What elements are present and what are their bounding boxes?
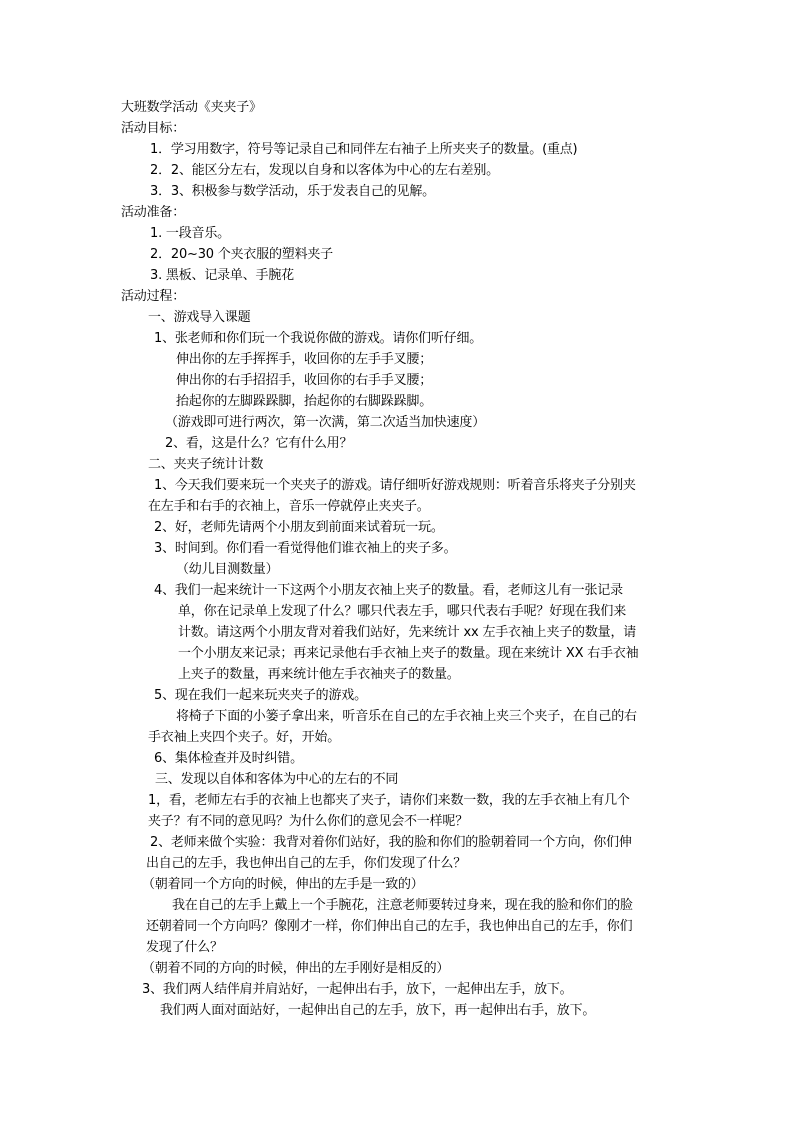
prep-item: 1. 一段音乐。 — [150, 226, 230, 241]
part2-line: 将椅子下面的小篓子拿出来，听音乐在自己的左手衣袖上夹三个夹子，在自己的右 — [176, 709, 637, 724]
part2-item: 6、集体检查并及时纠错。 — [154, 751, 303, 766]
part3-heading: 三、发现以自体和客体为中心的左右的不同 — [155, 772, 399, 787]
prep-item: 2．20~30 个夹衣服的塑料夹子 — [150, 247, 333, 262]
document-title: 大班数学活动《夹夹子》 — [121, 100, 262, 115]
part2-item: 4、我们一起来统计一下这两个小朋友衣袖上夹子的数量。看，老师这儿有一张记录 — [154, 583, 623, 598]
part2-note: （幼儿目测数量） — [176, 562, 279, 577]
part3-note: （朝着不同的方向的时候，伸出的左手刚好是相反的） — [142, 961, 450, 976]
part3-line: 我们两人面对面站好，一起伸出自己的左手，放下，再一起伸出右手，放下。 — [160, 1003, 596, 1018]
part3-note: （朝着同一个方向的时候，伸出的左手是一致的） — [142, 877, 424, 892]
part3-item: 1，看，老师左右手的衣袖上也都夹了夹子，请你们来数一数，我的左手衣袖上有几个 — [148, 793, 630, 808]
process-heading: 活动过程： — [121, 289, 186, 304]
goals-heading: 活动目标： — [121, 121, 186, 136]
part3-line: 还朝着同一个方向吗？像刚才一样，你们伸出自己的左手，我也伸出自己的左手，你们 — [146, 919, 633, 934]
part2-line: 手衣袖上夹四个夹子。好，开始。 — [148, 730, 341, 745]
part1-line: 伸出你的右手招招手，收回你的右手手叉腰； — [176, 373, 433, 388]
part1-heading: 一、游戏导入课题 — [148, 310, 251, 325]
part1-note: （游戏即可进行两次，第一次满，第二次适当加快速度） — [165, 415, 486, 430]
part3-line: 夹子？有不同的意见吗？为什么你们的意见会不一样呢？ — [148, 814, 469, 829]
goal-item: 2．2、能区分左右，发现以自身和以客体为中心的左右差别。 — [150, 163, 499, 178]
part3-line: 发现了什么？ — [146, 940, 223, 955]
part1-item: 1、张老师和你们玩一个我说你做的游戏。请你们听仔细。 — [154, 331, 483, 346]
goal-item: 1．学习用数字，符号等记录自己和同伴左右袖子上所夹夹子的数量。(重点) — [150, 142, 578, 157]
part1-line: 伸出你的左手挥挥手，收回你的左手手叉腰； — [176, 352, 433, 367]
part3-item: 2、老师来做个实验：我背对着你们站好，我的脸和你们的脸朝着同一个方向，你们伸 — [150, 835, 632, 850]
part2-item: 2、好，老师先请两个小朋友到前面来试着玩一玩。 — [154, 520, 444, 535]
part2-line: 单，你在记录单上发现了什么？哪只代表左手，哪只代表右手呢？好现在我们来 — [178, 604, 627, 619]
goal-item: 3．3、积极参与数学活动，乐于发表自己的见解。 — [150, 184, 435, 199]
part2-item: 1、今天我们要来玩一个夹夹子的游戏。请仔细听好游戏规则：听着音乐将夹子分别夹 — [154, 478, 636, 493]
part1-item: 2、看，这是什么？它有什么用？ — [165, 436, 353, 451]
part2-line: 一个小朋友来记录；再来记录他右手衣袖上夹子的数量。现在来统计 XX 右手衣袖 — [178, 646, 639, 661]
prep-heading: 活动准备： — [121, 205, 186, 220]
part2-heading: 二、夹夹子统计计数 — [148, 457, 264, 472]
part2-item: 5、现在我们一起来玩夹夹子的游戏。 — [154, 688, 367, 703]
part2-line: 在左手和右手的衣袖上，音乐一停就停止夹夹子。 — [148, 499, 430, 514]
part3-line: 我在自己的左手上戴上一个手腕花，注意老师要转过身来，现在我的脸和你们的脸 — [172, 898, 633, 913]
part2-line: 上夹子的数量，再来统计他左手衣袖夹子的数量。 — [178, 667, 460, 682]
part2-item: 3、时间到。你们看一看觉得他们谁衣袖上的夹子多。 — [154, 541, 457, 556]
part3-line: 出自己的左手，我也伸出自己的左手，你们发现了什么？ — [146, 856, 467, 871]
part1-line: 抬起你的左脚跺跺脚，抬起你的右脚跺跺脚。 — [176, 394, 433, 409]
prep-item: 3. 黑板、记录单、手腕花 — [150, 268, 294, 283]
part2-line: 计数。请这两个小朋友背对着我们站好，先来统计 xx 左手衣袖上夹子的数量，请 — [178, 625, 637, 640]
part3-item: 3、我们两人结伴肩并肩站好，一起伸出右手，放下，一起伸出左手，放下。 — [142, 982, 573, 997]
